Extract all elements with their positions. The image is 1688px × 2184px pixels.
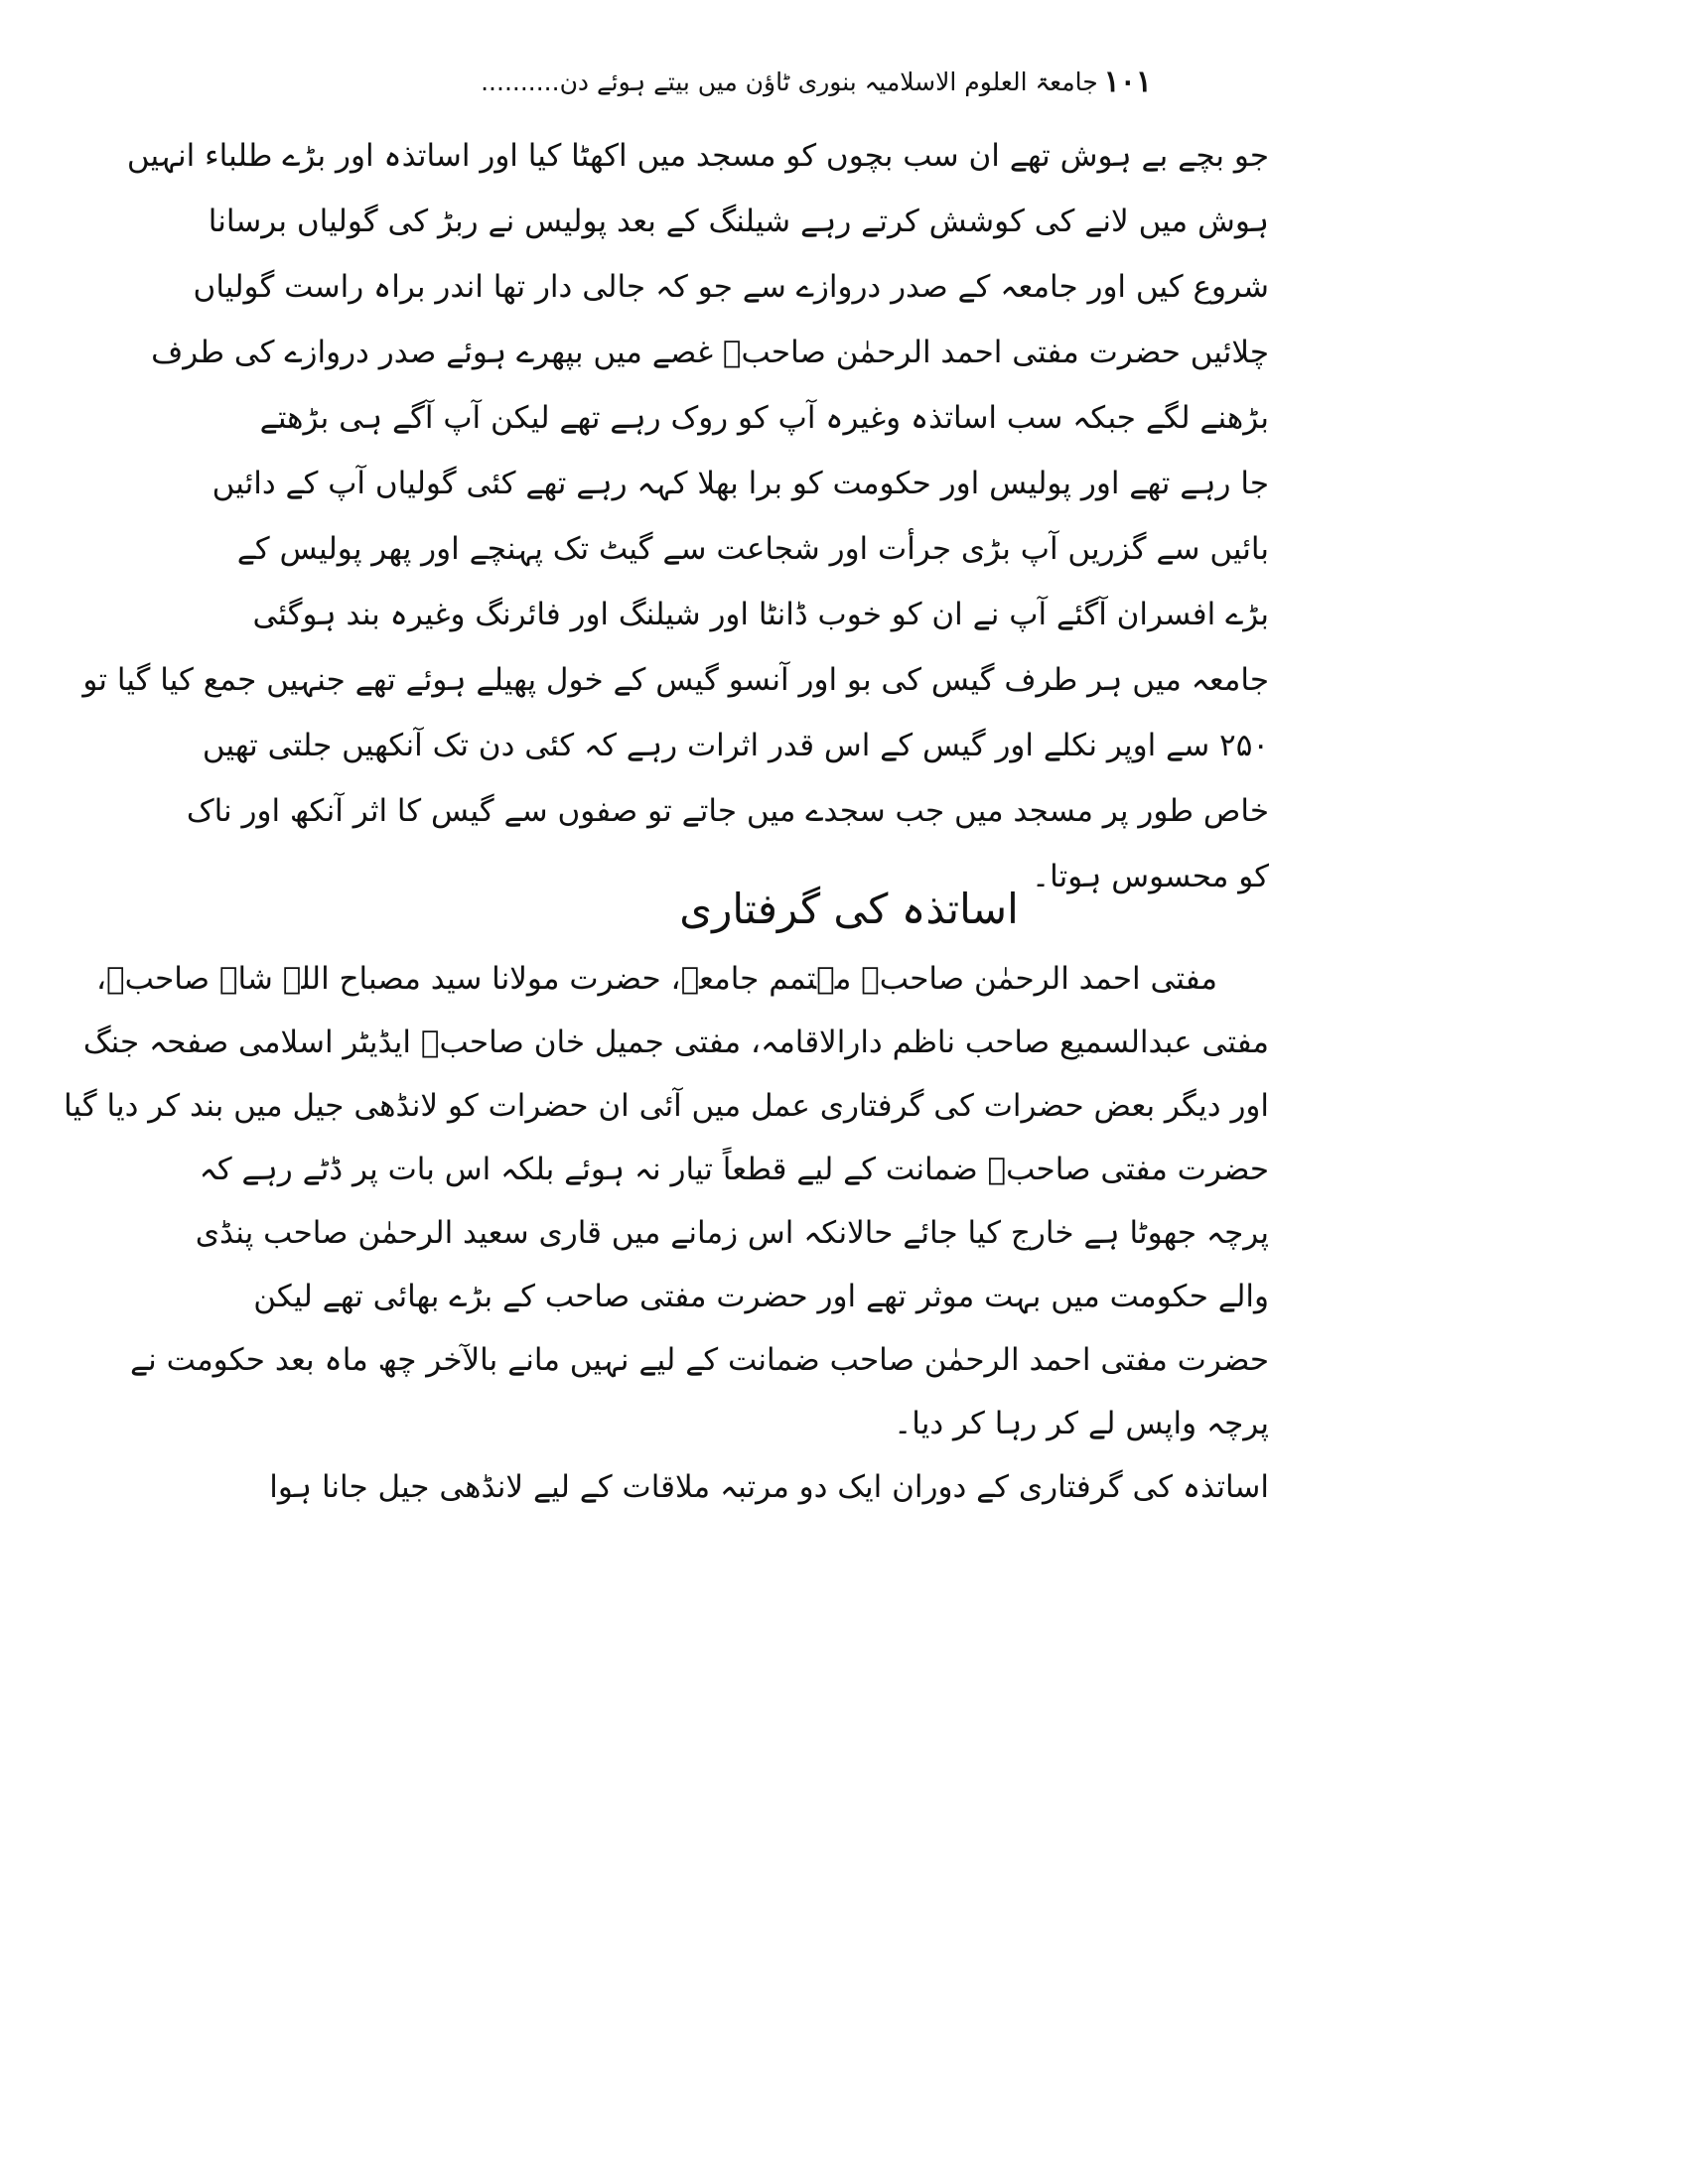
- text-line: جو بچے بے ہوش تھے ان سب بچوں کو مسجد میں اکھٹا کیا اور اساتذہ اور بڑے طلباء انہیں: [126, 138, 1269, 174]
- text-line: بائیں سے گزریں آپ بڑی جرأت اور شجاعت سے گیٹ تک پہنچے اور پھر پولیس کے: [236, 531, 1269, 567]
- text-line: چلائیں حضرت مفتی احمد الرحمٰن صاحبؒ غصے میں بپھرے ہوئے صدر دروازے کی طرف: [151, 335, 1269, 370]
- text-line: جا رہے تھے اور پولیس اور حکومت کو برا بھلا کہہ رہے تھے کئی گولیاں آپ کے دائیں: [211, 466, 1269, 501]
- text-line: ہوش میں لانے کی کوشش کرتے رہے شیلنگ کے بعد پولیس نے ربڑ کی گولیاں برسانا: [208, 204, 1269, 239]
- page-number: ۱۰۱: [1103, 64, 1152, 99]
- text-line: پرچہ واپس لے کر رہا کر دیا۔: [894, 1406, 1269, 1441]
- text-line: شروع کیں اور جامعہ کے صدر دروازے سے جو کہ جالی دار تھا اندر براہ راست گولیاں: [193, 269, 1269, 305]
- running-header: [481, 52, 1152, 111]
- text-line: کو محسوس ہوتا۔: [1031, 859, 1269, 894]
- section-heading: اساتذہ کی گرفتاری: [679, 885, 1019, 933]
- text-line: ۲۵۰ سے اوپر نکلے اور گیس کے اس قدر اثرات رہے کہ کئی دن تک آنکھیں جلتی تھیں: [202, 728, 1269, 763]
- paragraph-teachers-arrest: [64, 947, 1269, 1519]
- text-line: مفتی احمد الرحمٰن صاحبؒ مہتمم جامعہ، حضرت مولانا سید مصباح اللہ شاہ صاحبؒ،: [96, 961, 1217, 997]
- text-line: حضرت مفتی صاحبؒ ضمانت کے لیے قطعاً تیار نہ ہوئے بلکہ اس بات پر ڈٹے رہے کہ: [199, 1152, 1269, 1187]
- text-line: خاص طور پر مسجد میں جب سجدے میں جاتے تو صفوں سے گیس کا اثر آنکھ اور ناک: [186, 793, 1269, 829]
- text-line: جامعہ میں ہر طرف گیس کی بو اور آنسو گیس کے خول پھیلے ہوئے تھے جنہیں جمع کیا گیا تو: [82, 662, 1269, 698]
- text-line: اساتذہ کی گرفتاری کے دوران ایک دو مرتبہ ملاقات کے لیے لانڈھی جیل جانا ہوا: [269, 1469, 1269, 1505]
- text-line: بڑے افسران آگئے آپ نے ان کو خوب ڈانٹا اور شیلنگ اور فائرنگ وغیرہ بند ہوگئی: [252, 597, 1269, 632]
- text-line: والے حکومت میں بہت موثر تھے اور حضرت مفتی صاحب کے بڑے بھائی تھے لیکن: [253, 1279, 1269, 1314]
- text-line: مفتی عبدالسمیع صاحب ناظم دارالاقامہ، مفتی جمیل خان صاحبؒ ایڈیٹر اسلامی صفحہ جنگ: [82, 1024, 1269, 1060]
- text-line: بڑھنے لگے جبکہ سب اساتذہ وغیرہ آپ کو روک رہے تھے لیکن آپ آگے ہی بڑھتے: [259, 400, 1269, 436]
- running-header-title: جامعۃ العلوم الاسلامیہ بنوری ٹاؤن میں بیتے ہوئے دن..........: [481, 67, 1098, 96]
- text-line: حضرت مفتی احمد الرحمٰن صاحب ضمانت کے لیے نہیں مانے بالآخر چھ ماہ بعد حکومت نے: [129, 1342, 1269, 1378]
- paragraph-police-shelling: [82, 123, 1269, 909]
- text-line: اور دیگر بعض حضرات کی گرفتاری عمل میں آئی ان حضرات کو لانڈھی جیل میں بند کر دیا گیا: [64, 1088, 1269, 1124]
- text-line: پرچہ جھوٹا ہے خارج کیا جائے حالانکہ اس زمانے میں قاری سعید الرحمٰن صاحب پنڈی: [195, 1215, 1269, 1251]
